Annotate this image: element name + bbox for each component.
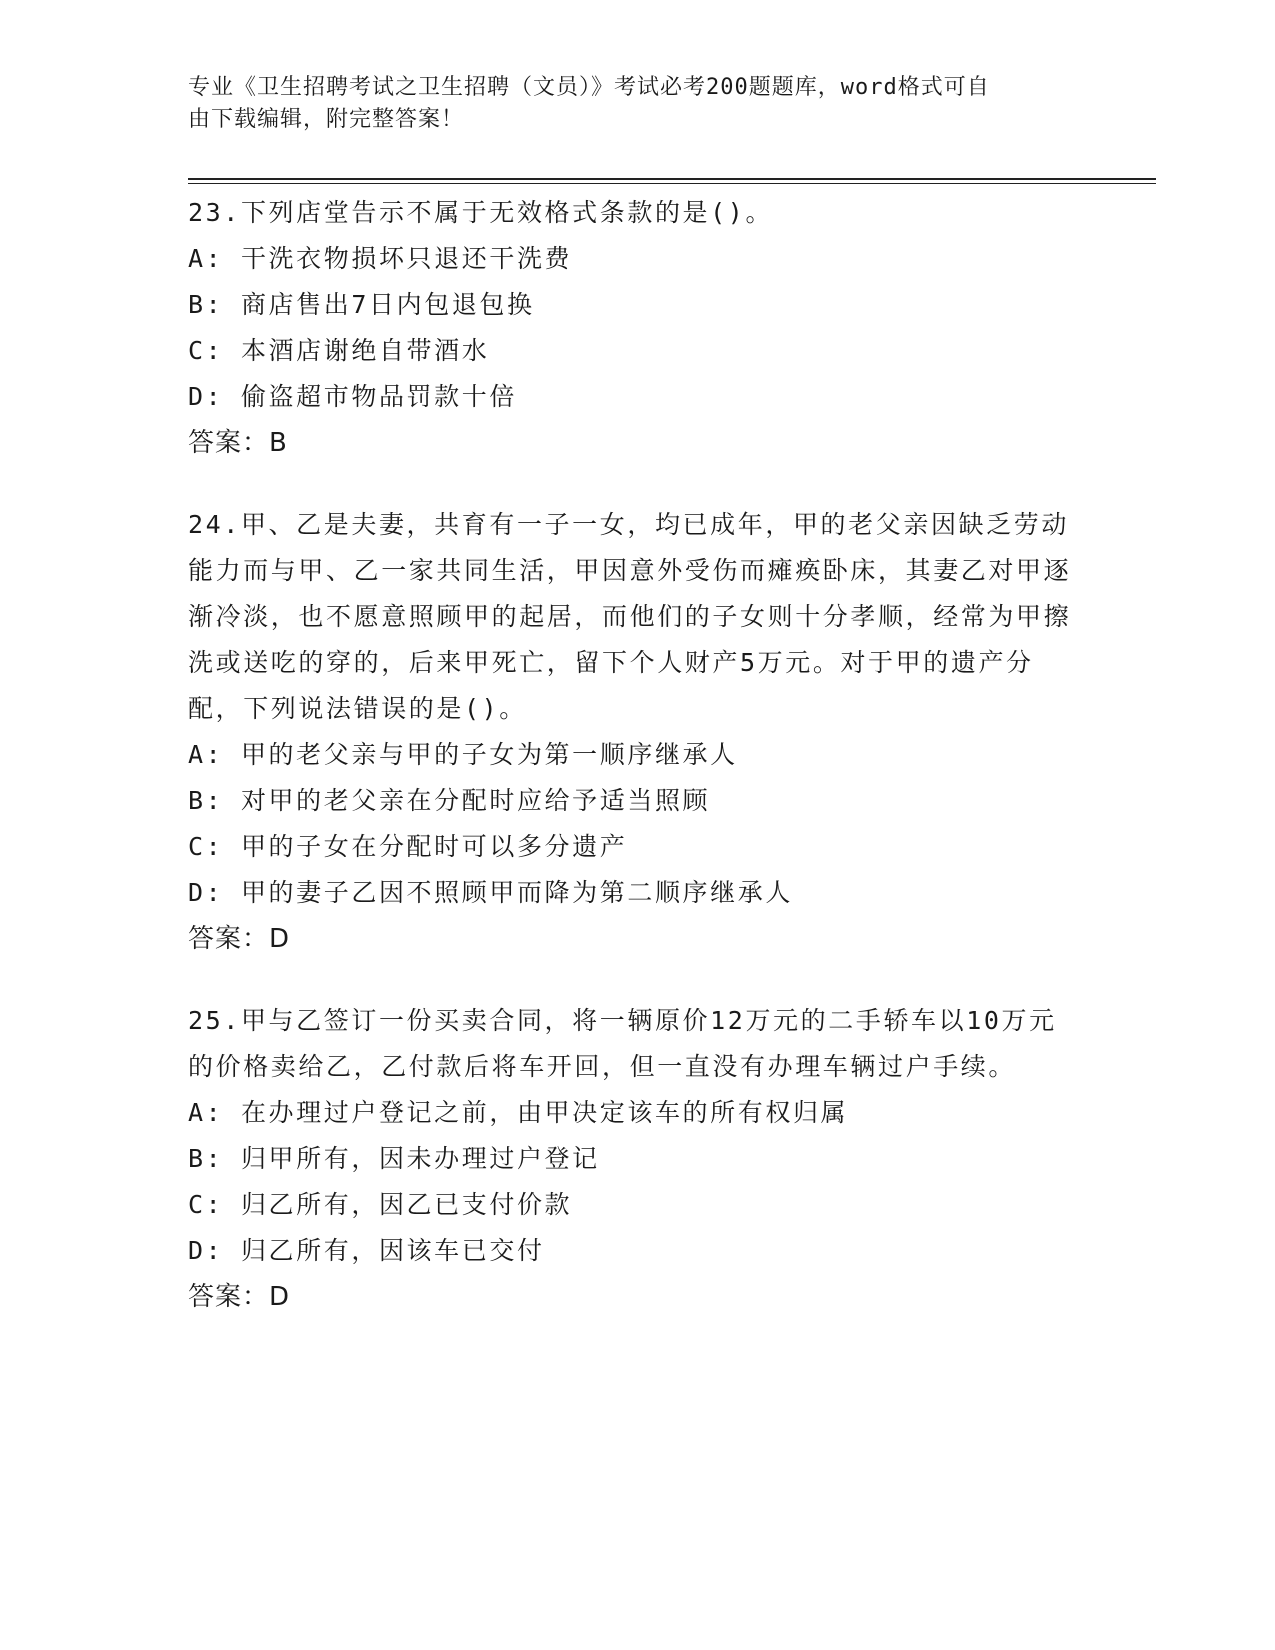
option-b: B: 对甲的老父亲在分配时应给予适当照顾 [188,786,711,815]
question-stem: 24.甲、乙是夫妻，共育有一子一女，均已成年，甲的老父亲因缺乏劳动能力而与甲、乙一家共同生活，甲因意外受伤而瘫痪卧床，其妻乙对甲逐渐冷淡，也不愿意照顾甲的起居，而他们的子女则十分孝顺，经常为甲擦洗或送吃的穿的，后来甲死亡，留下个人财产5万元。对于甲的遗产分配，下列说法错误的是()。 [188,510,1072,723]
document-header [188,72,1068,136]
option-c: C: 归乙所有，因乙已支付价款 [188,1190,573,1219]
option-d: D: 偷盗超市物品罚款十倍 [188,382,517,411]
question-stem: 25.甲与乙签订一份买卖合同，将一辆原价12万元的二手轿车以10万元的价格卖给乙，乙付款后将车开回，但一直没有办理车辆过户手续。 [188,1006,1057,1081]
answer-label: 答案：D [188,1282,291,1312]
option-a: A: 在办理过户登记之前，由甲决定该车的所有权归属 [188,1098,849,1127]
header-title-line-2: 由下载编辑，附完整答案！ [188,107,465,132]
question-stem: 23.下列店堂告示不属于无效格式条款的是()。 [188,198,774,227]
answer-label: 答案：B [188,428,288,458]
header-divider-thick [188,178,1156,180]
option-b: B: 商店售出7日内包退包换 [188,290,535,319]
option-d: D: 归乙所有，因该车已交付 [188,1236,545,1265]
question-list [188,190,1088,1356]
question-24 [188,502,1088,962]
question-23 [188,190,1088,466]
answer-label: 答案：D [188,924,291,954]
header-divider-thin [188,183,1156,184]
question-25 [188,998,1088,1320]
option-b: B: 归甲所有，因未办理过户登记 [188,1144,600,1173]
header-title-line-1: 专业《卫生招聘考试之卫生招聘（文员）》考试必考200题题库，word格式可自 [188,75,990,100]
option-a: A: 干洗衣物损坏只退还干洗费 [188,244,573,273]
option-d: D: 甲的妻子乙因不照顾甲而降为第二顺序继承人 [188,878,793,907]
option-c: C: 本酒店谢绝自带酒水 [188,336,490,365]
option-a: A: 甲的老父亲与甲的子女为第一顺序继承人 [188,740,738,769]
option-c: C: 甲的子女在分配时可以多分遗产 [188,832,628,861]
